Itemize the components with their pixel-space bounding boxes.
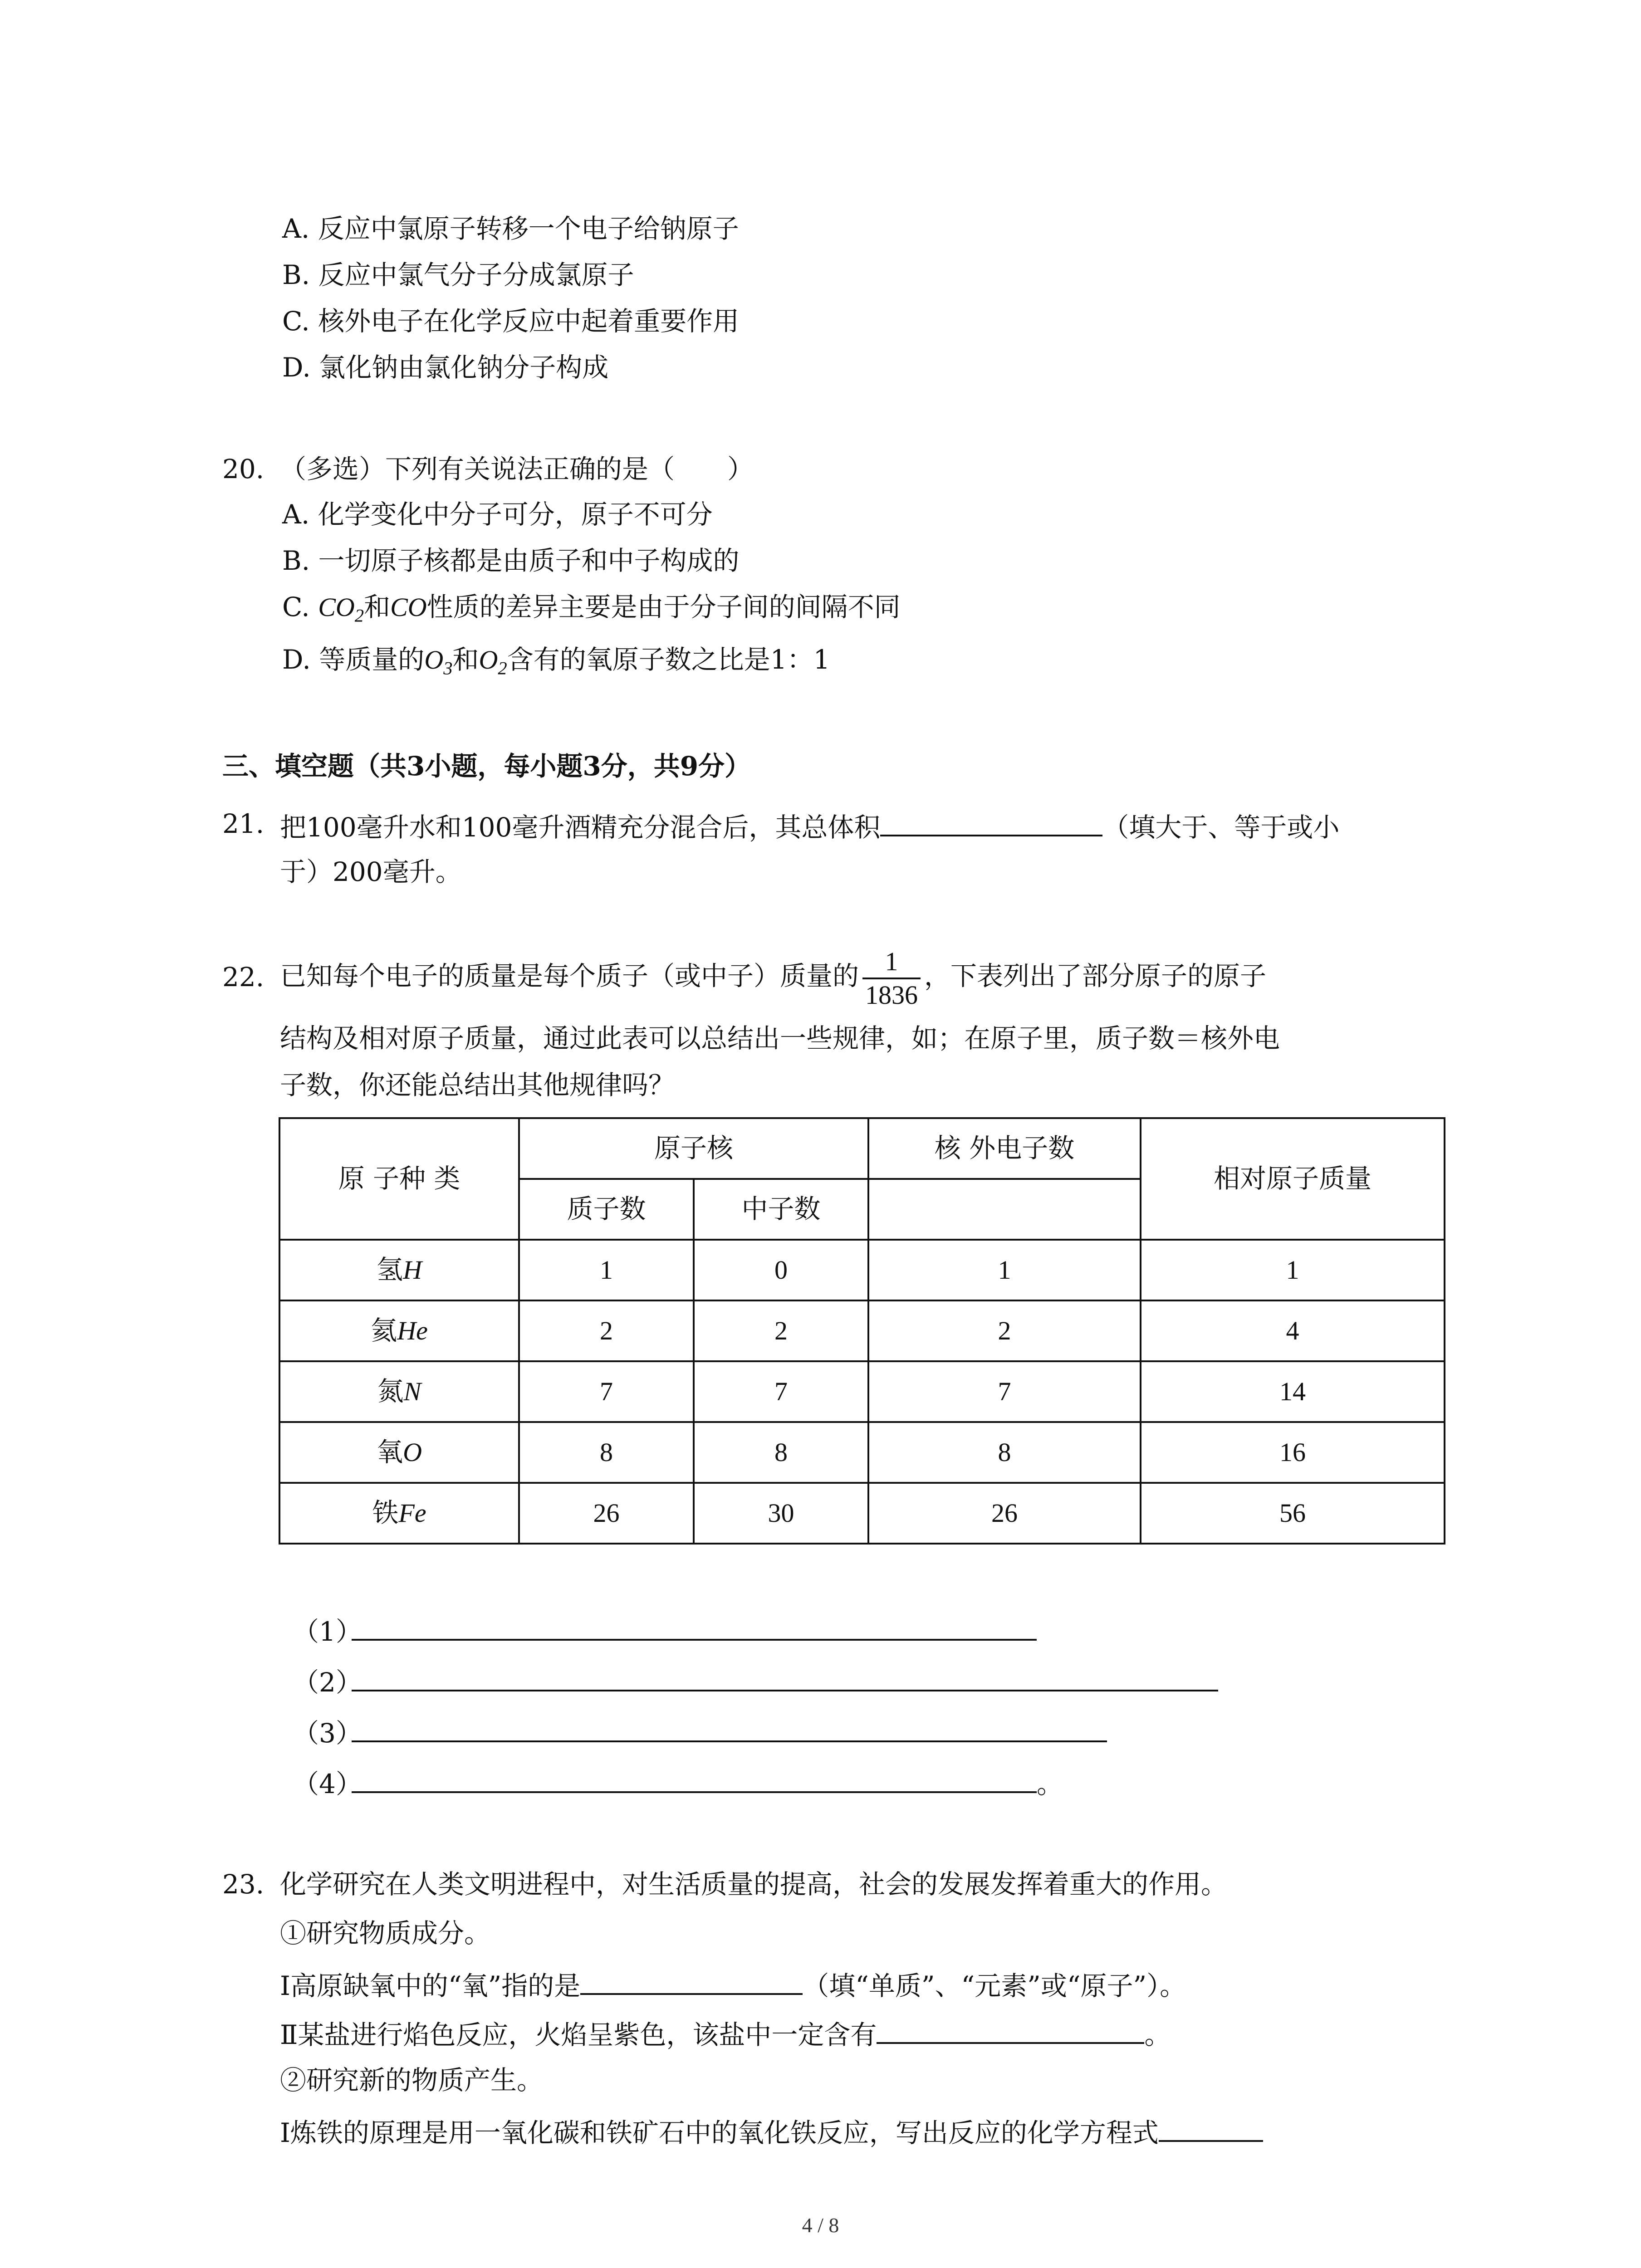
table-row: [279, 1361, 1445, 1422]
protons-cell: 2: [519, 1300, 694, 1361]
q20-option-d: D. 等质量的$O_3$和$O_2$含有的氧原子数之比是1：1: [282, 644, 830, 679]
mass-cell: 4: [1141, 1300, 1445, 1361]
header-protons: 质子数: [519, 1179, 694, 1240]
mass-cell: 56: [1141, 1483, 1445, 1544]
q20-option-a: A. 化学变化中分子可分，原子不可分: [282, 499, 713, 530]
neutrons-cell: 30: [694, 1483, 868, 1544]
neutrons-cell: 2: [694, 1300, 868, 1361]
q22-answer-blank-1[interactable]: [352, 1613, 1037, 1641]
q21-line1: 把100毫升水和100毫升酒精充分混合后，其总体积 （填大于、等于或小: [280, 808, 1339, 844]
mass-cell: 16: [1141, 1422, 1445, 1483]
q23-line4: Ⅱ某盐进行焰色反应，火焰呈紫色，该盐中一定含有 。: [280, 2016, 1171, 2051]
q22-answer-blank-2[interactable]: [352, 1663, 1218, 1691]
q22-line2: 结构及相对原子质量，通过此表可以总结出一些规律，如；在原子里，质子数＝核外电: [280, 1023, 1280, 1054]
q21-line2: 于）200毫升。: [280, 856, 462, 887]
q22-sub1: （1）: [293, 1613, 1037, 1648]
q20-option-c: C. $CO_2$和CO性质的差异主要是由于分子间的间隔不同: [282, 591, 901, 626]
neutrons-cell: 8: [694, 1422, 868, 1483]
atom-name: 氧O: [279, 1422, 519, 1483]
q23-answer-blank-2[interactable]: [877, 2016, 1144, 2044]
header-neutrons: 中子数: [694, 1179, 868, 1240]
table-row: [279, 1422, 1445, 1483]
q21-answer-blank[interactable]: [880, 808, 1102, 836]
q22-number: 22.: [222, 962, 265, 992]
protons-cell: 26: [519, 1483, 694, 1544]
electrons-cell: 1: [868, 1240, 1141, 1300]
q22-line1: 已知每个电子的质量是每个质子（或中子）质量的 $\frac{1}{1836}$ ，下表列出了部分原子的原子: [280, 946, 1266, 1011]
q23-line2: ①研究物质成分。: [280, 1918, 491, 1949]
header-relative-mass: 相对原子质量: [1141, 1118, 1445, 1240]
q19-option-b: B. 反应中氯气分子分成氯原子: [282, 259, 634, 290]
q23-line5: ②研究新的物质产生。: [280, 2065, 544, 2096]
header-nucleus: 原子核: [519, 1118, 868, 1179]
protons-cell: 8: [519, 1422, 694, 1483]
mass-cell: 14: [1141, 1361, 1445, 1422]
q23-line6: Ⅰ炼铁的原理是用一氧化碳和铁矿石中的氧化铁反应，写出反应的化学方程式: [280, 2114, 1263, 2149]
q23-number: 23.: [222, 1869, 265, 1900]
electrons-cell: 8: [868, 1422, 1141, 1483]
table-row: [279, 1240, 1445, 1300]
q20-option-b: B. 一切原子核都是由质子和中子构成的: [282, 545, 740, 576]
protons-cell: 7: [519, 1361, 694, 1422]
q20-stem: （多选）下列有关说法正确的是（ ）: [280, 454, 754, 484]
q23-answer-blank-3[interactable]: [1159, 2114, 1263, 2142]
neutrons-cell: 7: [694, 1361, 868, 1422]
electrons-cell: 2: [868, 1300, 1141, 1361]
atom-name: 铁Fe: [279, 1483, 519, 1544]
q22-sub3: （3）: [293, 1714, 1107, 1750]
header-electrons: 核 外电子数: [868, 1118, 1141, 1179]
table-row: [279, 1483, 1445, 1544]
q21-number: 21.: [222, 808, 265, 839]
atom-name: 氦He: [279, 1300, 519, 1361]
protons-cell: 1: [519, 1240, 694, 1300]
section-heading: 三、填空题（共3小题，每小题3分，共9分）: [222, 751, 751, 782]
fraction: $\frac{1}{1836}$: [862, 946, 921, 1011]
atom-structure-table: [279, 1117, 1445, 1545]
header-electrons-empty: [868, 1179, 1141, 1240]
q19-option-c: C. 核外电子在化学反应中起着重要作用: [282, 306, 740, 337]
atom-name: 氮N: [279, 1361, 519, 1422]
q20-number: 20.: [222, 454, 265, 484]
q22-line3: 子数，你还能总结出其他规律吗？: [280, 1070, 675, 1100]
electrons-cell: 7: [868, 1361, 1141, 1422]
electrons-cell: 26: [868, 1483, 1141, 1544]
q19-option-d: D. 氯化钠由氯化钠分子构成: [282, 352, 609, 383]
header-atom-type: 原 子种 类: [279, 1118, 519, 1240]
q22-answer-blank-3[interactable]: [352, 1714, 1107, 1742]
q23-answer-blank-1[interactable]: [580, 1967, 803, 1995]
q19-option-a: A. 反应中氯原子转移一个电子给钠原子: [282, 213, 739, 244]
q23-line3: Ⅰ高原缺氧中的“氧”指的是 （填“单质”、“元素”或“原子”）。: [280, 1967, 1186, 2002]
page-number: 4 / 8: [802, 2214, 839, 2237]
q23-line1: 化学研究在人类文明进程中，对生活质量的提高，社会的发展发挥着重大的作用。: [280, 1869, 1228, 1900]
table-row: [279, 1300, 1445, 1361]
q22-sub4: （4） 。: [293, 1765, 1063, 1800]
neutrons-cell: 0: [694, 1240, 868, 1300]
mass-cell: 1: [1141, 1240, 1445, 1300]
q22-answer-blank-4[interactable]: [352, 1765, 1037, 1793]
atom-name: 氢H: [279, 1240, 519, 1300]
q22-sub2: （2）: [293, 1663, 1218, 1699]
